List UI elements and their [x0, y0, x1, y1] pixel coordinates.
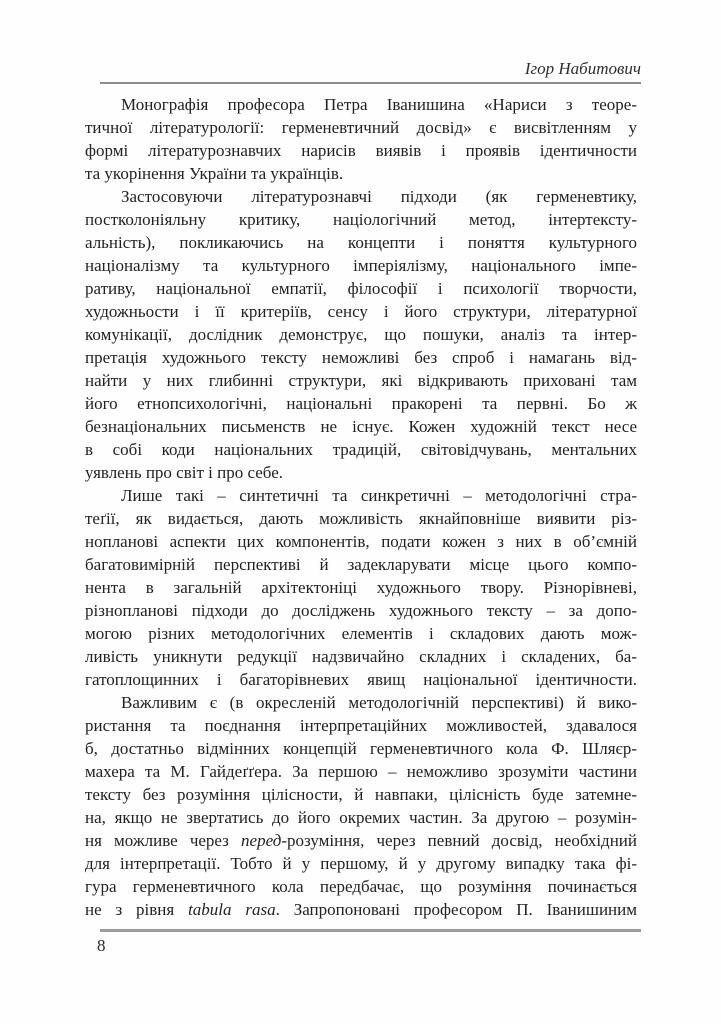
paragraph: [85, 484, 637, 691]
text-line: тексту без розуміння цілісности, й навпаки, цілісність буде затемне-: [85, 785, 637, 804]
text-line: безнаціональних письменств не існує. Кожен художній текст несе: [85, 417, 637, 436]
text-line: ративу, національної емпатії, філософії і психології творчости,: [85, 279, 637, 298]
text-line: б, достатньо відмінних концепцій герменевтичного кола Ф. Шляєр-: [85, 739, 637, 758]
text-line: махера та М. Гайдеґґера. За першою – неможливо зрозуміти частини: [85, 762, 637, 781]
text-line: для інтерпретації. Тобто й у першому, й у другому випадку така фі-: [85, 854, 637, 873]
text-line: ливість уникнути редукції надзвичайно складних і складених, ба-: [85, 647, 637, 666]
running-header: [100, 59, 641, 79]
text-line: Лише такі – синтетичні та синкретичні – методологічні стра-: [121, 486, 637, 505]
paragraph: [85, 93, 637, 185]
text-line: різнопланові підходи до досліджень художнього тексту – за допо-: [85, 601, 637, 620]
text-line: уявлень про світ і про себе.: [85, 463, 283, 482]
text-line: Монографія професора Петра Іванишина «Нариси з теоре-: [121, 95, 637, 114]
text-line: нента в загальній архітектоніці художнього твору. Різнорівневі,: [85, 578, 637, 597]
text-line: художньости і її критеріїв, сенсу і його структури, літературної: [85, 302, 637, 321]
header-rule: [100, 82, 641, 84]
text-line: не з рівня tabula rasa. Запропоновані професором П. Іванишиним: [85, 900, 637, 919]
text-line: претація художнього тексту неможливі без спроб і намагань від-: [85, 348, 637, 367]
text-line: альність), покликаючись на концепти і поняття культурного: [85, 233, 637, 252]
text-line: гатоплощинних і багаторівневих явищ національної ідентичности.: [85, 670, 637, 689]
text-line: гура герменевтичного кола передбачає, що розуміння починається: [85, 877, 637, 896]
text-line: Важливим є (в окресленій методологічній перспективі) й вико-: [121, 693, 637, 712]
text-line: в собі коди національних традицій, світовідчувань, ментальних: [85, 440, 637, 459]
text-line: теґії, як видається, дають можливість якнайповніше виявити різ-: [85, 509, 637, 528]
text-line: комунікації, дослідник демонструє, що пошуки, аналіз та інтер-: [85, 325, 637, 344]
footer-rule: [100, 929, 641, 932]
text-line: та укорінення України та українців.: [85, 164, 344, 183]
text-line: могою різних методологічних елементів і складових дають мож-: [85, 624, 637, 643]
text-line: ристання та поєднання інтерпретаційних можливостей, здавалося: [85, 716, 637, 735]
text-line: багатовимірній перспективі й задекларувати місце цього компо-: [85, 555, 637, 574]
text-line: націоналізму та культурного імперіялізму, національного імпе-: [85, 256, 637, 275]
text-line: формі літературознавчих нарисів виявів і проявів ідентичности: [85, 141, 637, 160]
page-number: 8: [97, 936, 106, 955]
text-line: постколоніяльну критику, націологічний метод, інтертексту-: [85, 210, 637, 229]
running-header-author: Ігор Набитович: [524, 59, 641, 78]
paragraph: [85, 691, 637, 921]
text-line: тичної літературології: герменевтичний досвід» є висвітленням у: [85, 118, 637, 137]
text-line: нопланові аспекти цих компонентів, подати кожен з них в об’ємній: [85, 532, 637, 551]
text-line: його етнопсихологічні, національні пракорені та первні. Бо ж: [85, 394, 637, 413]
text-line: найти у них глибинні структури, які відкривають приховані там: [85, 371, 637, 390]
text-line: ня можливе через перед-розуміння, через певний досвід, необхідний: [85, 831, 637, 850]
body-text: [85, 93, 637, 921]
text-line: на, якщо не звертатись до його окремих частин. За другою – розумін-: [85, 808, 637, 827]
text-line: Застосовуючи літературознавчі підходи (як герменевтику,: [121, 187, 637, 206]
paragraph: [85, 185, 637, 484]
